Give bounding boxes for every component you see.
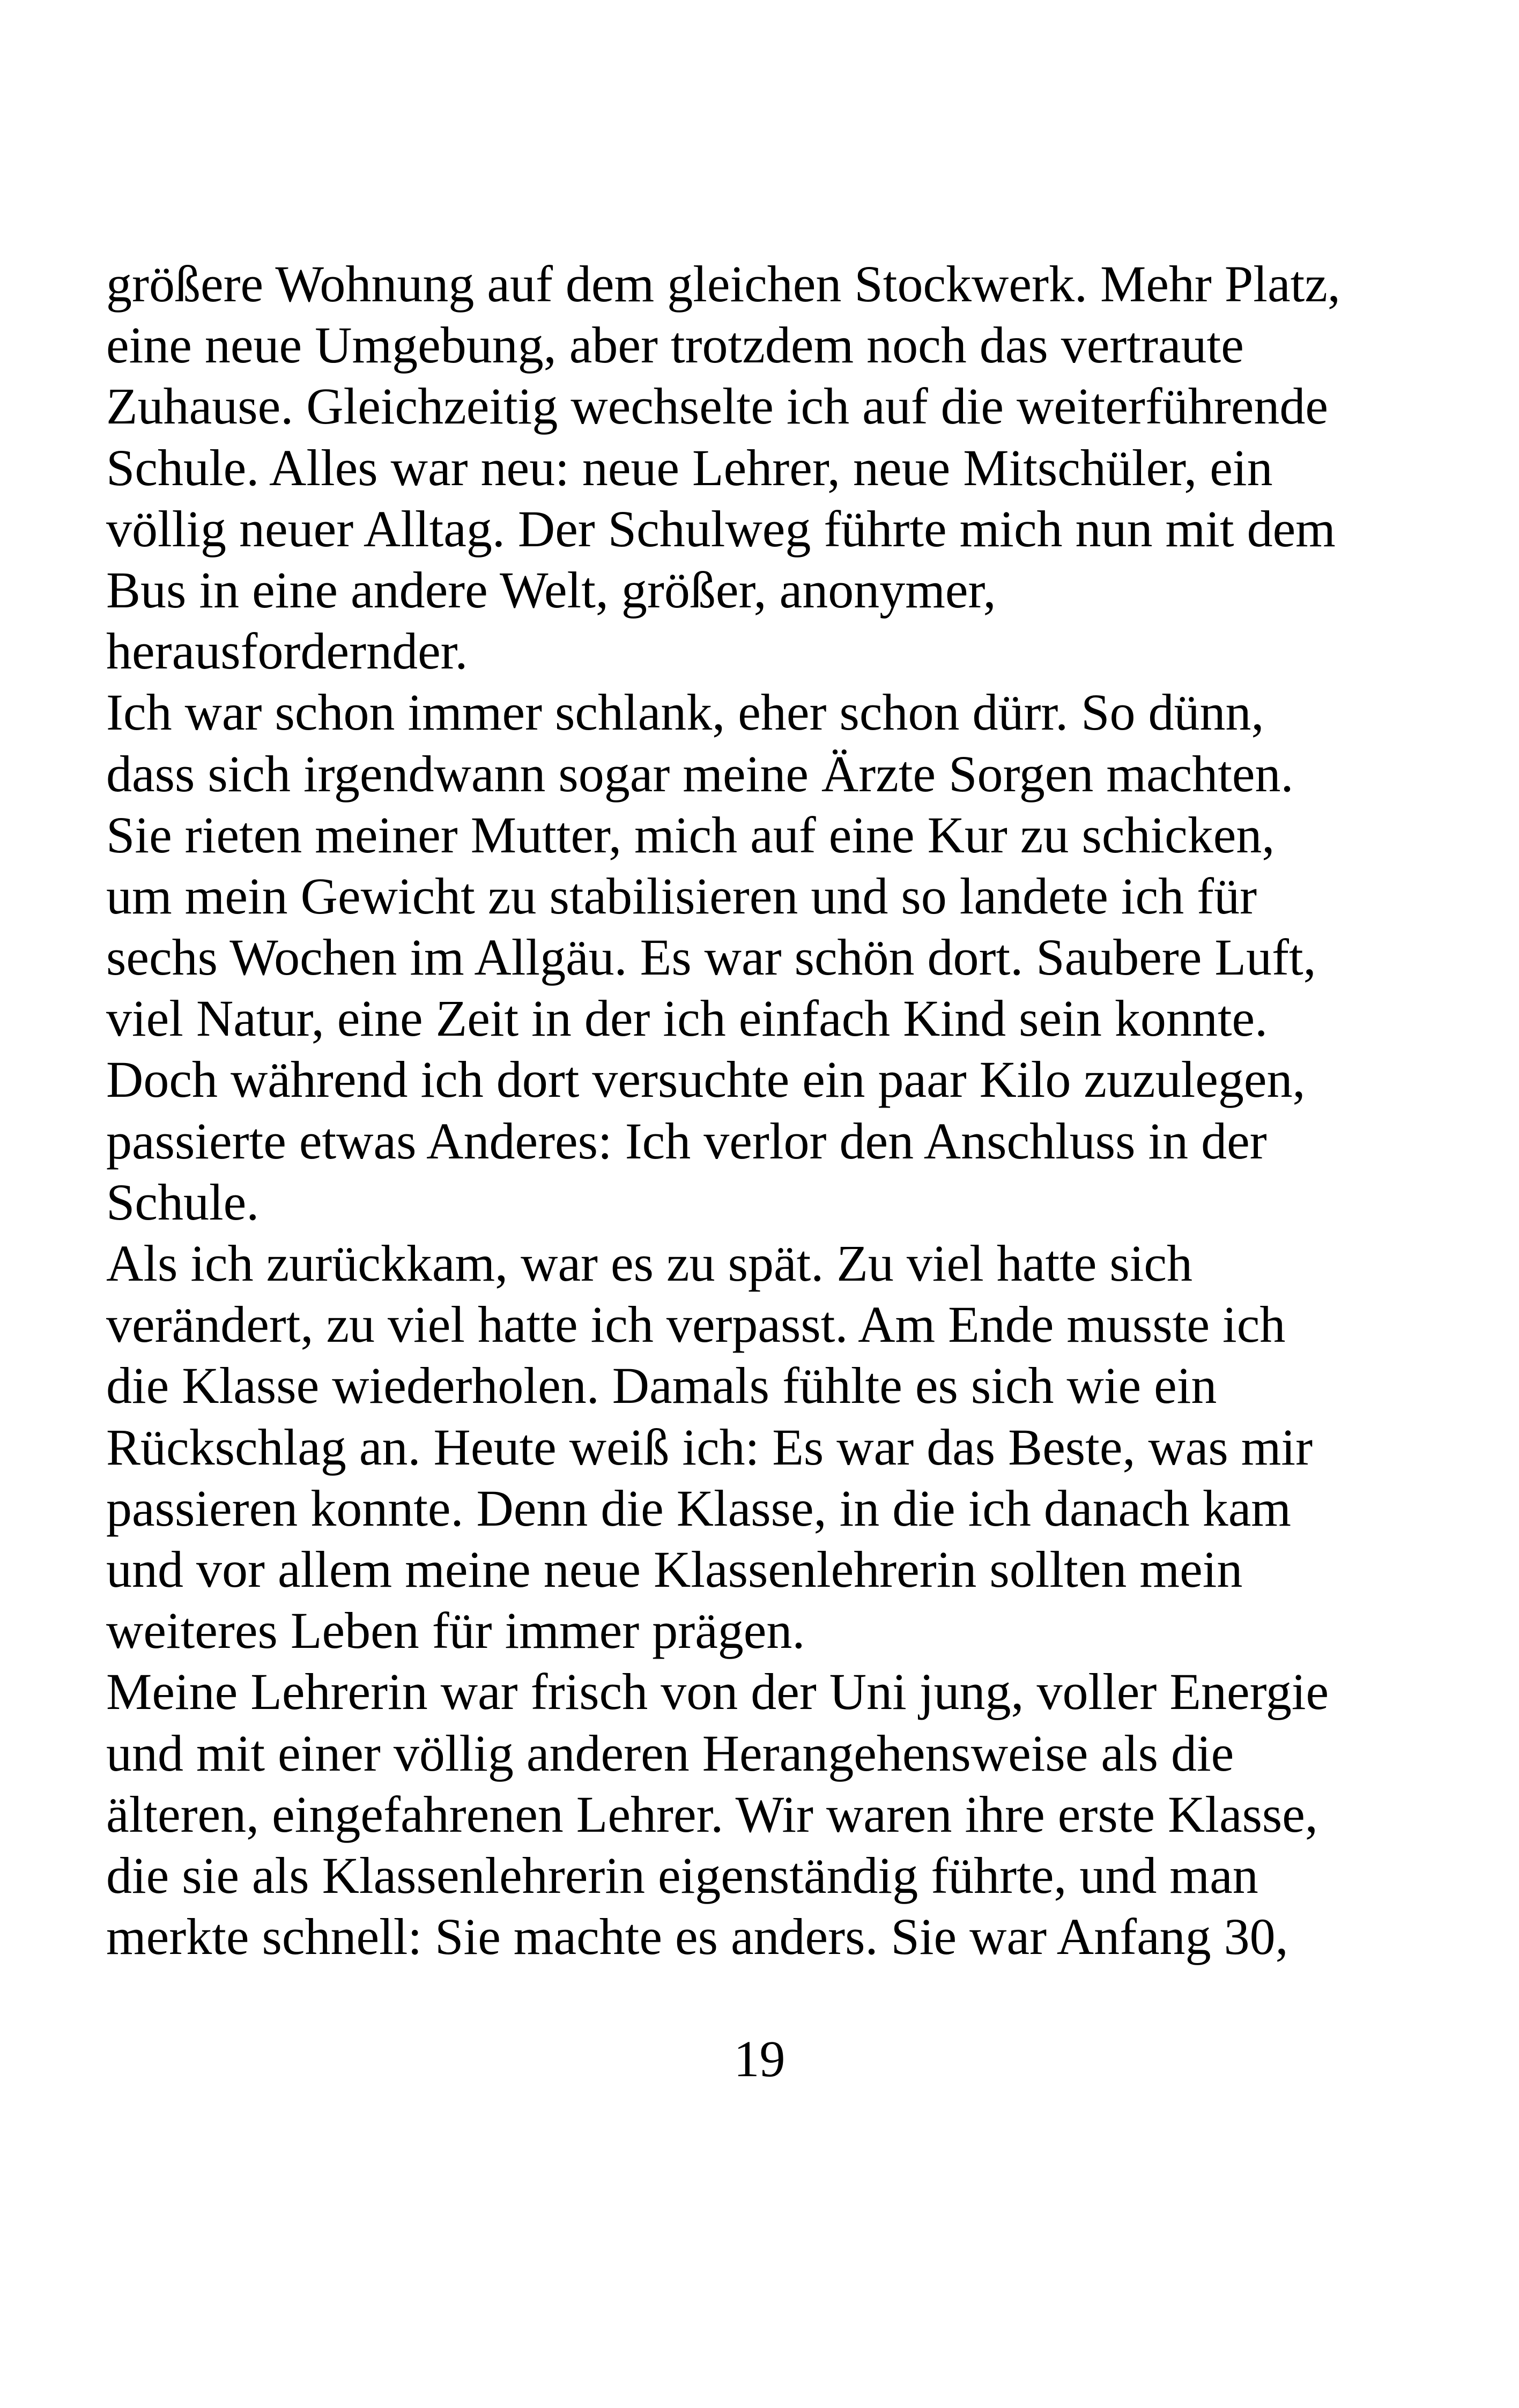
text-line: herausfordernder.	[106, 622, 468, 680]
text-line: passieren konnte. Denn die Klasse, in die ich danach kam	[106, 1479, 1291, 1537]
text-line: völlig neuer Alltag. Der Schulweg führte mich nun mit dem	[106, 500, 1336, 558]
page-number: 19	[733, 2030, 786, 2087]
text-line: Meine Lehrerin war frisch von der Uni jung, voller Energie	[106, 1663, 1329, 1721]
text-line: Bus in eine andere Welt, größer, anonymer,	[106, 561, 996, 619]
text-line: älteren, eingefahrenen Lehrer. Wir waren ihre erste Klasse,	[106, 1785, 1318, 1843]
text-line: eine neue Umgebung, aber trotzdem noch das vertraute	[106, 316, 1244, 374]
text-line: größere Wohnung auf dem gleichen Stockwerk. Mehr Platz,	[106, 255, 1340, 313]
text-line: Zuhause. Gleichzeitig wechselte ich auf die weiterführende	[106, 377, 1328, 435]
text-line: Sie rieten meiner Mutter, mich auf eine Kur zu schicken,	[106, 806, 1275, 864]
text-line: Schule. Alles war neu: neue Lehrer, neue Mitschüler, ein	[106, 439, 1273, 496]
text-line: weiteres Leben für immer prägen.	[106, 1602, 805, 1660]
text-line: Als ich zurückkam, war es zu spät. Zu viel hatte sich	[106, 1235, 1193, 1292]
text-line: Ich war schon immer schlank, eher schon dürr. So dünn,	[106, 683, 1264, 741]
text-line: Doch während ich dort versuchte ein paar Kilo zuzulegen,	[106, 1051, 1306, 1109]
text-line: dass sich irgendwann sogar meine Ärzte Sorgen machten.	[106, 745, 1294, 802]
text-line: verändert, zu viel hatte ich verpasst. Am Ende musste ich	[106, 1296, 1286, 1354]
body-text	[106, 254, 1425, 1967]
text-line: passierte etwas Anderes: Ich verlor den Anschluss in der	[106, 1112, 1267, 1170]
text-line: und mit einer völlig anderen Herangehensweise als die	[106, 1724, 1234, 1782]
text-line: die sie als Klassenlehrerin eigenständig führte, und man	[106, 1846, 1258, 1904]
text-line: die Klasse wiederholen. Damals fühlte es sich wie ein	[106, 1357, 1217, 1415]
text-line: sechs Wochen im Allgäu. Es war schön dort. Saubere Luft,	[106, 928, 1316, 986]
text-line: viel Natur, eine Zeit in der ich einfach Kind sein konnte.	[106, 990, 1268, 1047]
text-line: merkte schnell: Sie machte es anders. Sie war Anfang 30,	[106, 1908, 1288, 1966]
text-line: Rückschlag an. Heute weiß ich: Es war das Beste, was mir	[106, 1418, 1313, 1476]
text-line: um mein Gewicht zu stabilisieren und so landete ich für	[106, 867, 1257, 925]
text-line: und vor allem meine neue Klassenlehrerin sollten mein	[106, 1540, 1243, 1598]
text-line: Schule.	[106, 1173, 260, 1231]
